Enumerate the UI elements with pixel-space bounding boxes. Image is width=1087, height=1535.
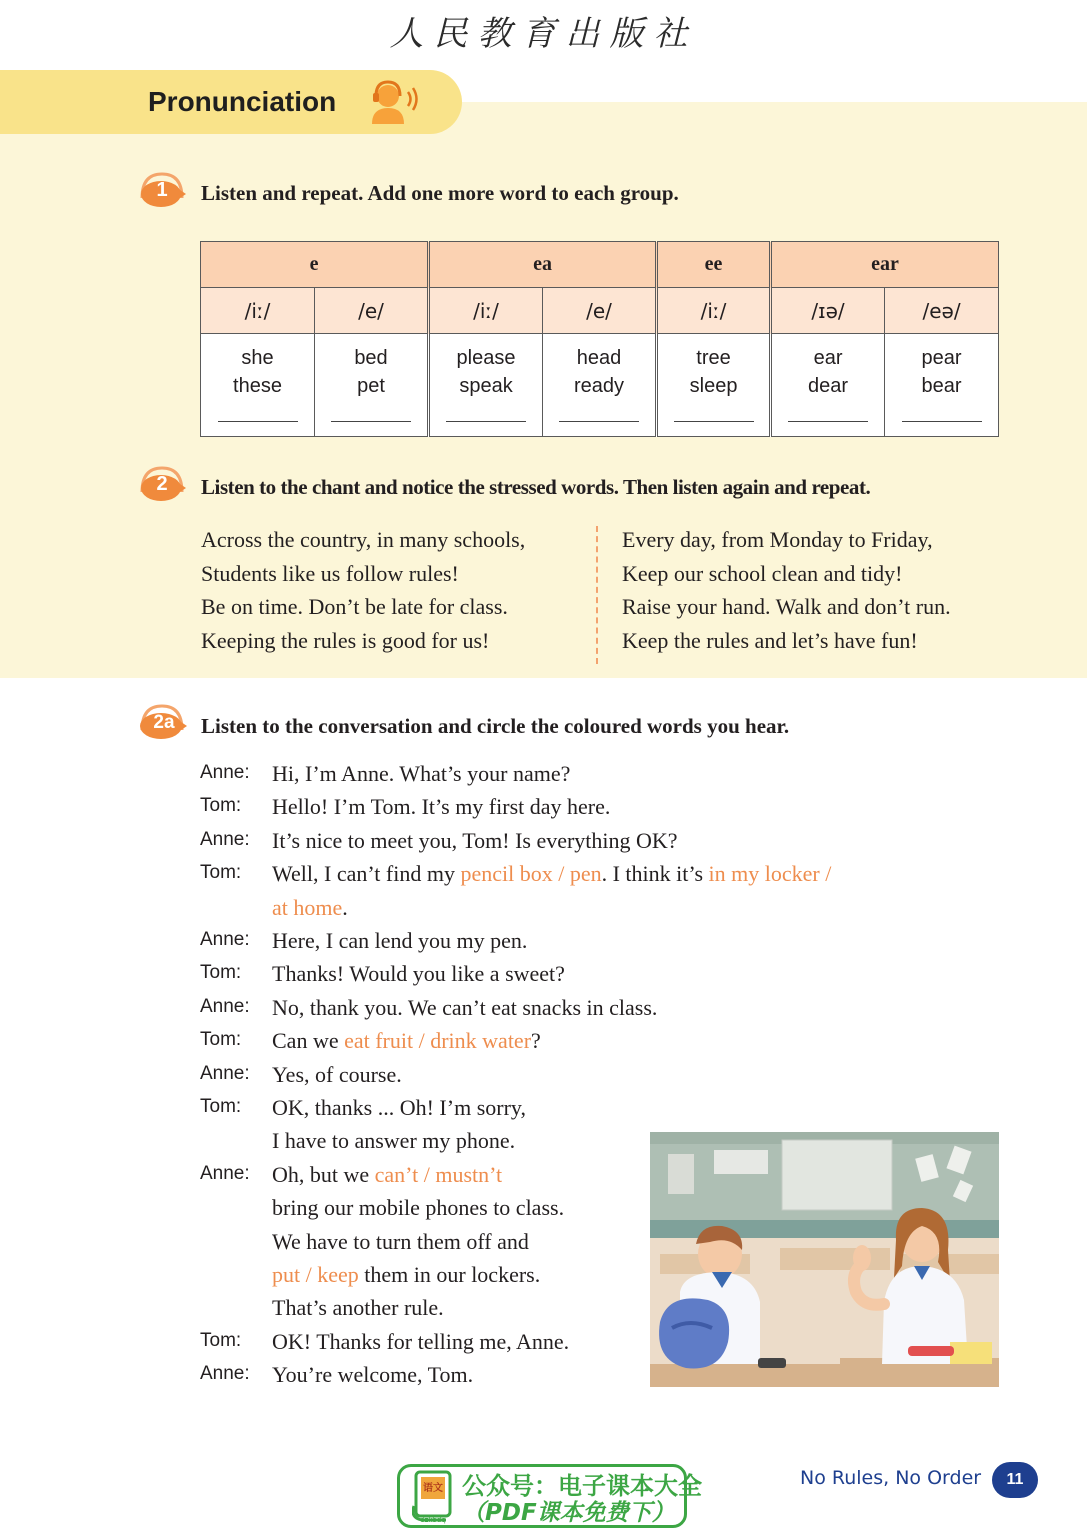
answer-blank[interactable] xyxy=(559,410,639,422)
chant-right-column xyxy=(622,523,951,657)
spelling-header: ea xyxy=(429,242,657,288)
example-word: sleep xyxy=(689,375,738,397)
word-cell xyxy=(201,334,315,437)
speaker-label: Tom: xyxy=(200,862,242,884)
dialogue-text xyxy=(272,957,565,990)
word-choice[interactable]: eat fruit / drink water xyxy=(344,1028,532,1054)
chant-left-column xyxy=(201,523,525,657)
example-word: ready xyxy=(574,375,625,397)
word-cell xyxy=(429,334,543,437)
dialogue-segment: It’s nice to meet you, Tom! Is everything OK? xyxy=(272,827,678,853)
dialogue-text xyxy=(272,1091,526,1124)
publisher-logo: 人民教育出版社 xyxy=(389,14,698,54)
dialogue-segment: . xyxy=(342,894,348,920)
speaker-label: Tom: xyxy=(200,1329,242,1351)
example-word: dear xyxy=(808,375,849,397)
dialogue-segment: Thanks! Would you like a sweet? xyxy=(272,961,565,987)
speaker-label: Tom: xyxy=(200,795,242,817)
badge-subtitle: （PDF课本免费下） xyxy=(462,1500,675,1526)
dialogue-text xyxy=(272,824,678,857)
section-title: Pronunciation xyxy=(148,86,337,117)
dialogue-text xyxy=(272,1358,473,1391)
badge-account-name: 公众号：电子课本大全 xyxy=(462,1472,702,1500)
chant-line: Keeping the rules is good for us! xyxy=(201,627,490,653)
chant-line: Students like us follow rules! xyxy=(201,560,459,586)
ipa-cell: /iː/ xyxy=(657,288,771,334)
dialogue-text xyxy=(272,757,570,790)
example-word: pet xyxy=(357,375,385,397)
classroom-illustration xyxy=(650,1132,999,1387)
chant-line: Keep the rules and let’s have fun! xyxy=(622,627,918,653)
speaker-label: Anne: xyxy=(200,1363,250,1385)
dialogue-text xyxy=(272,790,610,823)
example-word: please xyxy=(456,347,516,369)
chant-line: Every day, from Monday to Friday, xyxy=(622,527,933,552)
word-choice[interactable]: at home xyxy=(272,894,343,920)
word-choice[interactable]: pencil box / pen xyxy=(460,861,602,887)
dialogue-text xyxy=(272,1325,569,1358)
speaker-label: Anne: xyxy=(200,1062,250,1084)
word-choice[interactable]: in my locker / xyxy=(708,861,832,887)
dialogue-text xyxy=(272,1158,502,1191)
word-cell xyxy=(315,334,429,437)
dialogue-text xyxy=(272,1058,402,1091)
ipa-cell: /ɪə/ xyxy=(771,288,885,334)
example-word: ear xyxy=(813,347,843,369)
dialogue-segment: Yes, of course. xyxy=(272,1061,402,1087)
ipa-cell: /eə/ xyxy=(885,288,999,334)
example-word: bear xyxy=(921,375,962,397)
textbook-icon-label: 语文 xyxy=(423,1483,443,1494)
dialogue-text xyxy=(272,1258,540,1291)
dialogue-text xyxy=(272,991,657,1024)
dialogue-segment: Well, I can’t find my xyxy=(272,861,461,887)
example-word: pear xyxy=(921,347,962,369)
answer-blank[interactable] xyxy=(331,410,411,422)
phonics-table xyxy=(200,241,999,437)
dialogue-text xyxy=(272,1024,541,1057)
dialogue-text xyxy=(272,1225,529,1258)
example-word: head xyxy=(576,347,622,369)
word-cell xyxy=(543,334,657,437)
answer-blank[interactable] xyxy=(446,410,526,422)
exercise-number: 2a xyxy=(153,712,175,733)
textbook-icon-caption: dzkbdq xyxy=(420,1516,446,1524)
spelling-header: ee xyxy=(657,242,771,288)
answer-blank[interactable] xyxy=(674,410,754,422)
word-choice[interactable]: can’t / mustn’t xyxy=(374,1161,503,1187)
speaker-label: Tom: xyxy=(200,962,242,984)
dialogue-text xyxy=(272,924,527,957)
speaker-label: Anne: xyxy=(200,762,250,783)
dialogue-text xyxy=(272,1291,444,1324)
ipa-cell: /iː/ xyxy=(201,288,315,334)
speaker-label: Tom: xyxy=(200,1096,242,1117)
chant-line: Be on time. Don’t be late for class. xyxy=(201,594,508,619)
example-word: speak xyxy=(459,375,513,397)
chant-line: Across the country, in many schools, xyxy=(201,527,526,552)
headset-speaker-icon xyxy=(366,78,424,128)
spelling-header: ear xyxy=(771,242,999,288)
answer-blank[interactable] xyxy=(902,410,982,422)
speaker-label: Anne: xyxy=(200,995,250,1017)
dialogue-text xyxy=(272,857,831,890)
example-word: these xyxy=(233,375,282,397)
dialogue-segment: I have to answer my phone. xyxy=(272,1128,516,1154)
example-word: bed xyxy=(354,347,388,369)
exercise-instruction: Listen to the conversation and circle the coloured words you hear. xyxy=(201,714,790,738)
speaker-label: Tom: xyxy=(200,1029,242,1051)
dialogue-segment: bring our mobile phones to class. xyxy=(272,1195,565,1221)
dialogue-segment: Can we xyxy=(272,1028,345,1054)
speaker-label: Anne: xyxy=(200,828,250,850)
dialogue-segment: Hi, I’m Anne. What’s your name? xyxy=(272,761,571,786)
speaker-label: Anne: xyxy=(200,1162,250,1184)
dialogue-segment: Here, I can lend you my pen. xyxy=(272,928,528,953)
dialogue-segment: OK! Thanks for telling me, Anne. xyxy=(272,1328,570,1354)
word-cell xyxy=(885,334,999,437)
dialogue-segment: That’s another rule. xyxy=(272,1295,444,1321)
spelling-header: e xyxy=(201,242,429,288)
word-cell xyxy=(771,334,885,437)
example-word: tree xyxy=(696,347,731,369)
ipa-cell: /iː/ xyxy=(429,288,543,334)
chant-line: Keep our school clean and tidy! xyxy=(622,560,903,586)
chant-line: Raise your hand. Walk and don’t run. xyxy=(622,594,951,619)
dialogue-segment: Oh, but we xyxy=(272,1161,375,1187)
example-word: she xyxy=(241,347,274,369)
exercise-instruction: Listen to the chant and notice the stressed words. Then listen again and repeat. xyxy=(201,475,871,499)
dialogue-segment: ? xyxy=(531,1028,541,1054)
column-divider xyxy=(596,526,598,664)
dialogue-segment: . I think it’s xyxy=(601,861,709,887)
dialogue-text xyxy=(272,1124,515,1157)
ipa-cell: /e/ xyxy=(543,288,657,334)
dialogue-text xyxy=(272,891,348,924)
dialogue-segment: OK, thanks ... Oh! I’m sorry, xyxy=(272,1095,526,1120)
dialogue-segment: Hello! I’m Tom. It’s my first day here. xyxy=(272,794,611,820)
exercise-number: 1 xyxy=(156,179,168,201)
dialogue-segment: We have to turn them off and xyxy=(272,1228,529,1254)
exercise-number: 2 xyxy=(156,473,168,495)
word-cell xyxy=(657,334,771,437)
unit-title: No Rules, No Order xyxy=(800,1467,982,1489)
exercise-instruction: Listen and repeat. Add one more word to each group. xyxy=(201,181,679,205)
page-number: 11 xyxy=(992,1462,1038,1498)
answer-blank[interactable] xyxy=(788,410,868,422)
dialogue-segment: them in our lockers. xyxy=(358,1262,541,1287)
word-choice[interactable]: put / keep xyxy=(272,1262,359,1287)
speaker-label: Anne: xyxy=(200,929,250,950)
dialogue-segment: You’re welcome, Tom. xyxy=(272,1362,474,1388)
dialogue-segment: No, thank you. We can’t eat snacks in class. xyxy=(272,994,658,1020)
answer-blank[interactable] xyxy=(218,410,298,422)
ipa-cell: /e/ xyxy=(315,288,429,334)
dialogue-text xyxy=(272,1191,564,1224)
